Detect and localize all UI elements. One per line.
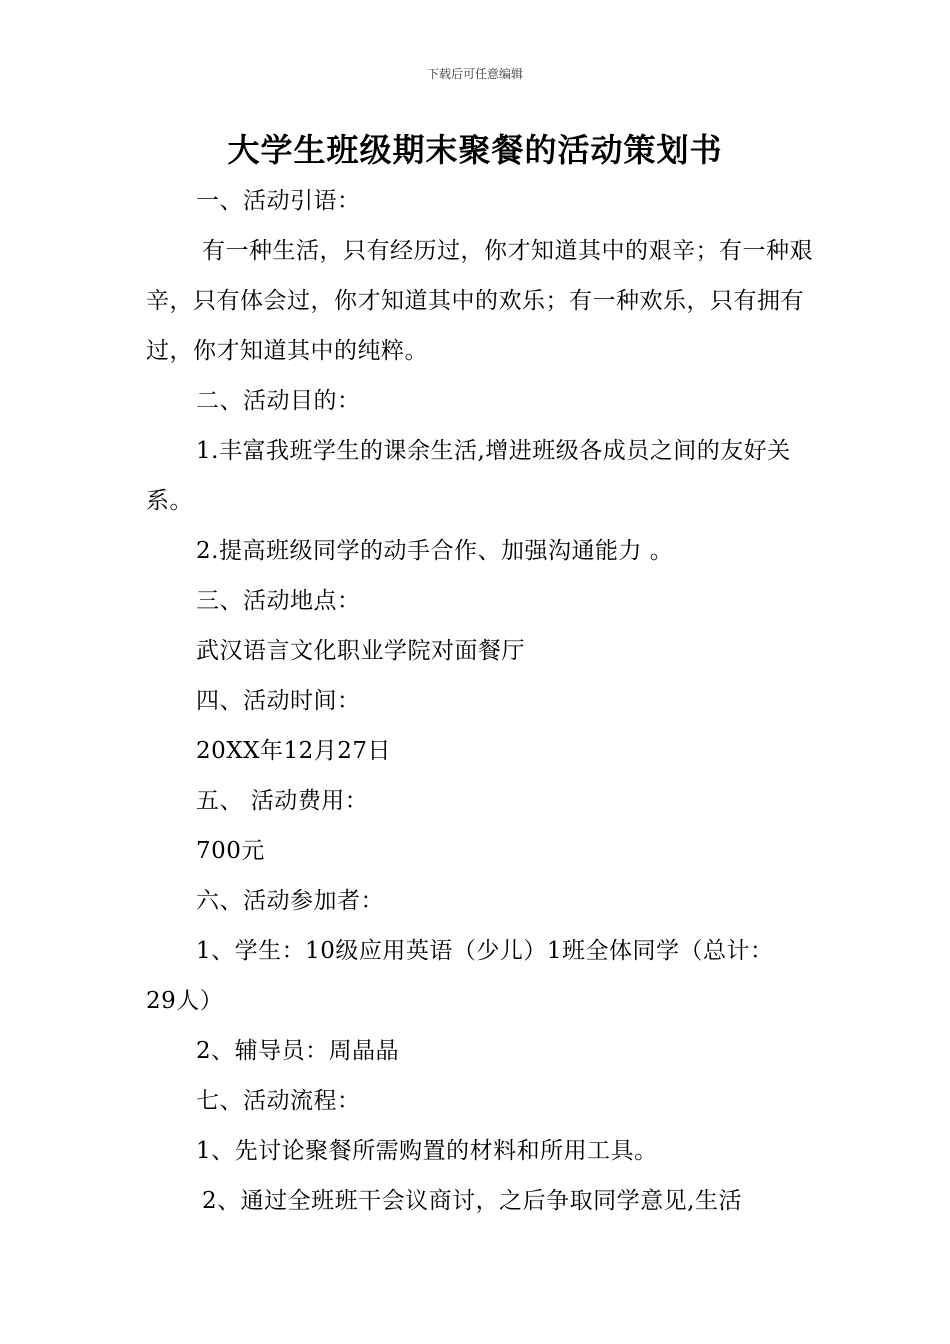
section-heading-intro: 一、活动引语： [196,188,361,214]
time-value: 20XX年12月27日 [196,738,392,764]
section-heading-time: 四、活动时间： [196,688,361,714]
document-body [146,176,816,1226]
section-heading-participants: 六、活动参加者： [196,888,384,914]
participants-students: 1、学生：10级应用英语（少儿）1班全体同学（总计： [196,938,774,964]
section-heading-location: 三、活动地点： [196,588,361,614]
location-value: 武汉语言文化职业学院对面餐厅 [196,638,525,664]
section-heading-purpose: 二、活动目的： [196,388,361,414]
participants-counselor: 2、辅导员：周晶晶 [196,1038,400,1064]
process-step-1: 1、先讨论聚餐所需购置的材料和所用工具。 [196,1138,658,1164]
document-title: 大学生班级期末聚餐的活动策划书 [227,131,723,169]
participants-students-count: 29人） [146,988,224,1014]
purpose-item-2: 2.提高班级同学的动手合作、加强沟通能力 。 [196,538,674,564]
cost-value: 700元 [196,838,265,864]
process-step-2: 2、通过全班班干会议商讨，之后争取同学意见,生活 [202,1188,742,1214]
purpose-item-1: 1.丰富我班学生的课余生活,增进班级各成员之间的友好关系。 [146,438,791,514]
page-header-note: 下载后可任意编辑 [426,67,523,81]
section-heading-process: 七、活动流程： [196,1088,361,1114]
section-heading-cost: 五、 活动费用： [196,788,369,814]
intro-paragraph: 有一种生活，只有经历过，你才知道其中的艰辛；有一种艰辛，只有体会过，你才知道其中的欢乐；有一种欢乐，只有拥有过，你才知道其中的纯粹。 [146,238,813,364]
